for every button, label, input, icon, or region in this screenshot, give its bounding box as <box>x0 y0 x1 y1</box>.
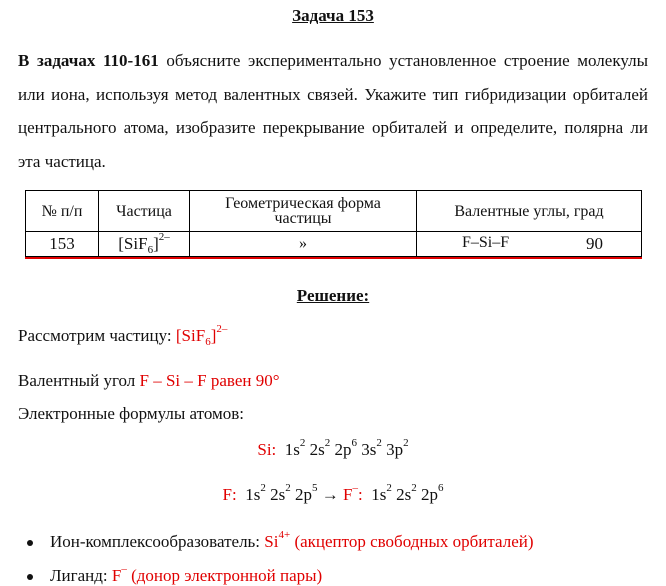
electron-heading: Электронные формулы атомов: <box>18 404 245 423</box>
cell-angles <box>417 232 642 257</box>
bullet-complexing-ion: Ион-комплексообразователь: $Si^{4+}$ (акцептор свободных орбиталей) <box>50 532 534 552</box>
cell-shape: » <box>190 232 417 257</box>
task-table <box>25 190 642 257</box>
header-angles: Валентные углы, град <box>417 191 642 232</box>
cell-number: 153 <box>26 232 99 257</box>
table-underline <box>25 257 642 259</box>
cell-particle: $[SiF_6]^{2-}$ <box>99 232 190 257</box>
bullet-dot-icon <box>27 540 33 546</box>
header-number: № п/п <box>26 191 99 232</box>
task-statement <box>18 44 648 178</box>
angle-value: 90 <box>586 234 603 253</box>
f-formula: F: $1s^2$ $2s^2$ $2p^5 \to F^-$: $1s^2$ $2s^2$ $2p^6$ <box>222 482 444 504</box>
header-particle: Частица <box>99 191 190 232</box>
bullet-dot-icon <box>27 574 33 580</box>
task-title: Задача 153 <box>292 6 374 25</box>
bullet-ligand: Лиганд: F– (донор электронной пары) <box>50 566 322 586</box>
si-formula: Si: $1s^2$ $2s^2$ $2p^6$ $3s^2$ $3p^2$ <box>257 437 409 459</box>
consider-line: Рассмотрим частицу: $[SiF_6]^{2-}$ <box>18 323 228 348</box>
solution-title: Решение: <box>296 286 370 305</box>
header-shape: Геометрическая форма частицы <box>190 191 417 232</box>
angle-label: F–Si–F <box>462 234 510 251</box>
angle-line: Валентный угол F – Si – F равен 90° <box>18 371 280 390</box>
task-statement-text: объясните экспериментально установленное строение молекулы или иона, используя метод валентных связей. Укажите тип гибридизации орбиталей центрального атома, изобразите перекрывание орбиталей и определите, полярна ли эта частица. <box>18 51 648 171</box>
task-statement-bold: В задачах 110-161 <box>18 51 159 70</box>
arrow-icon: → <box>321 485 339 504</box>
